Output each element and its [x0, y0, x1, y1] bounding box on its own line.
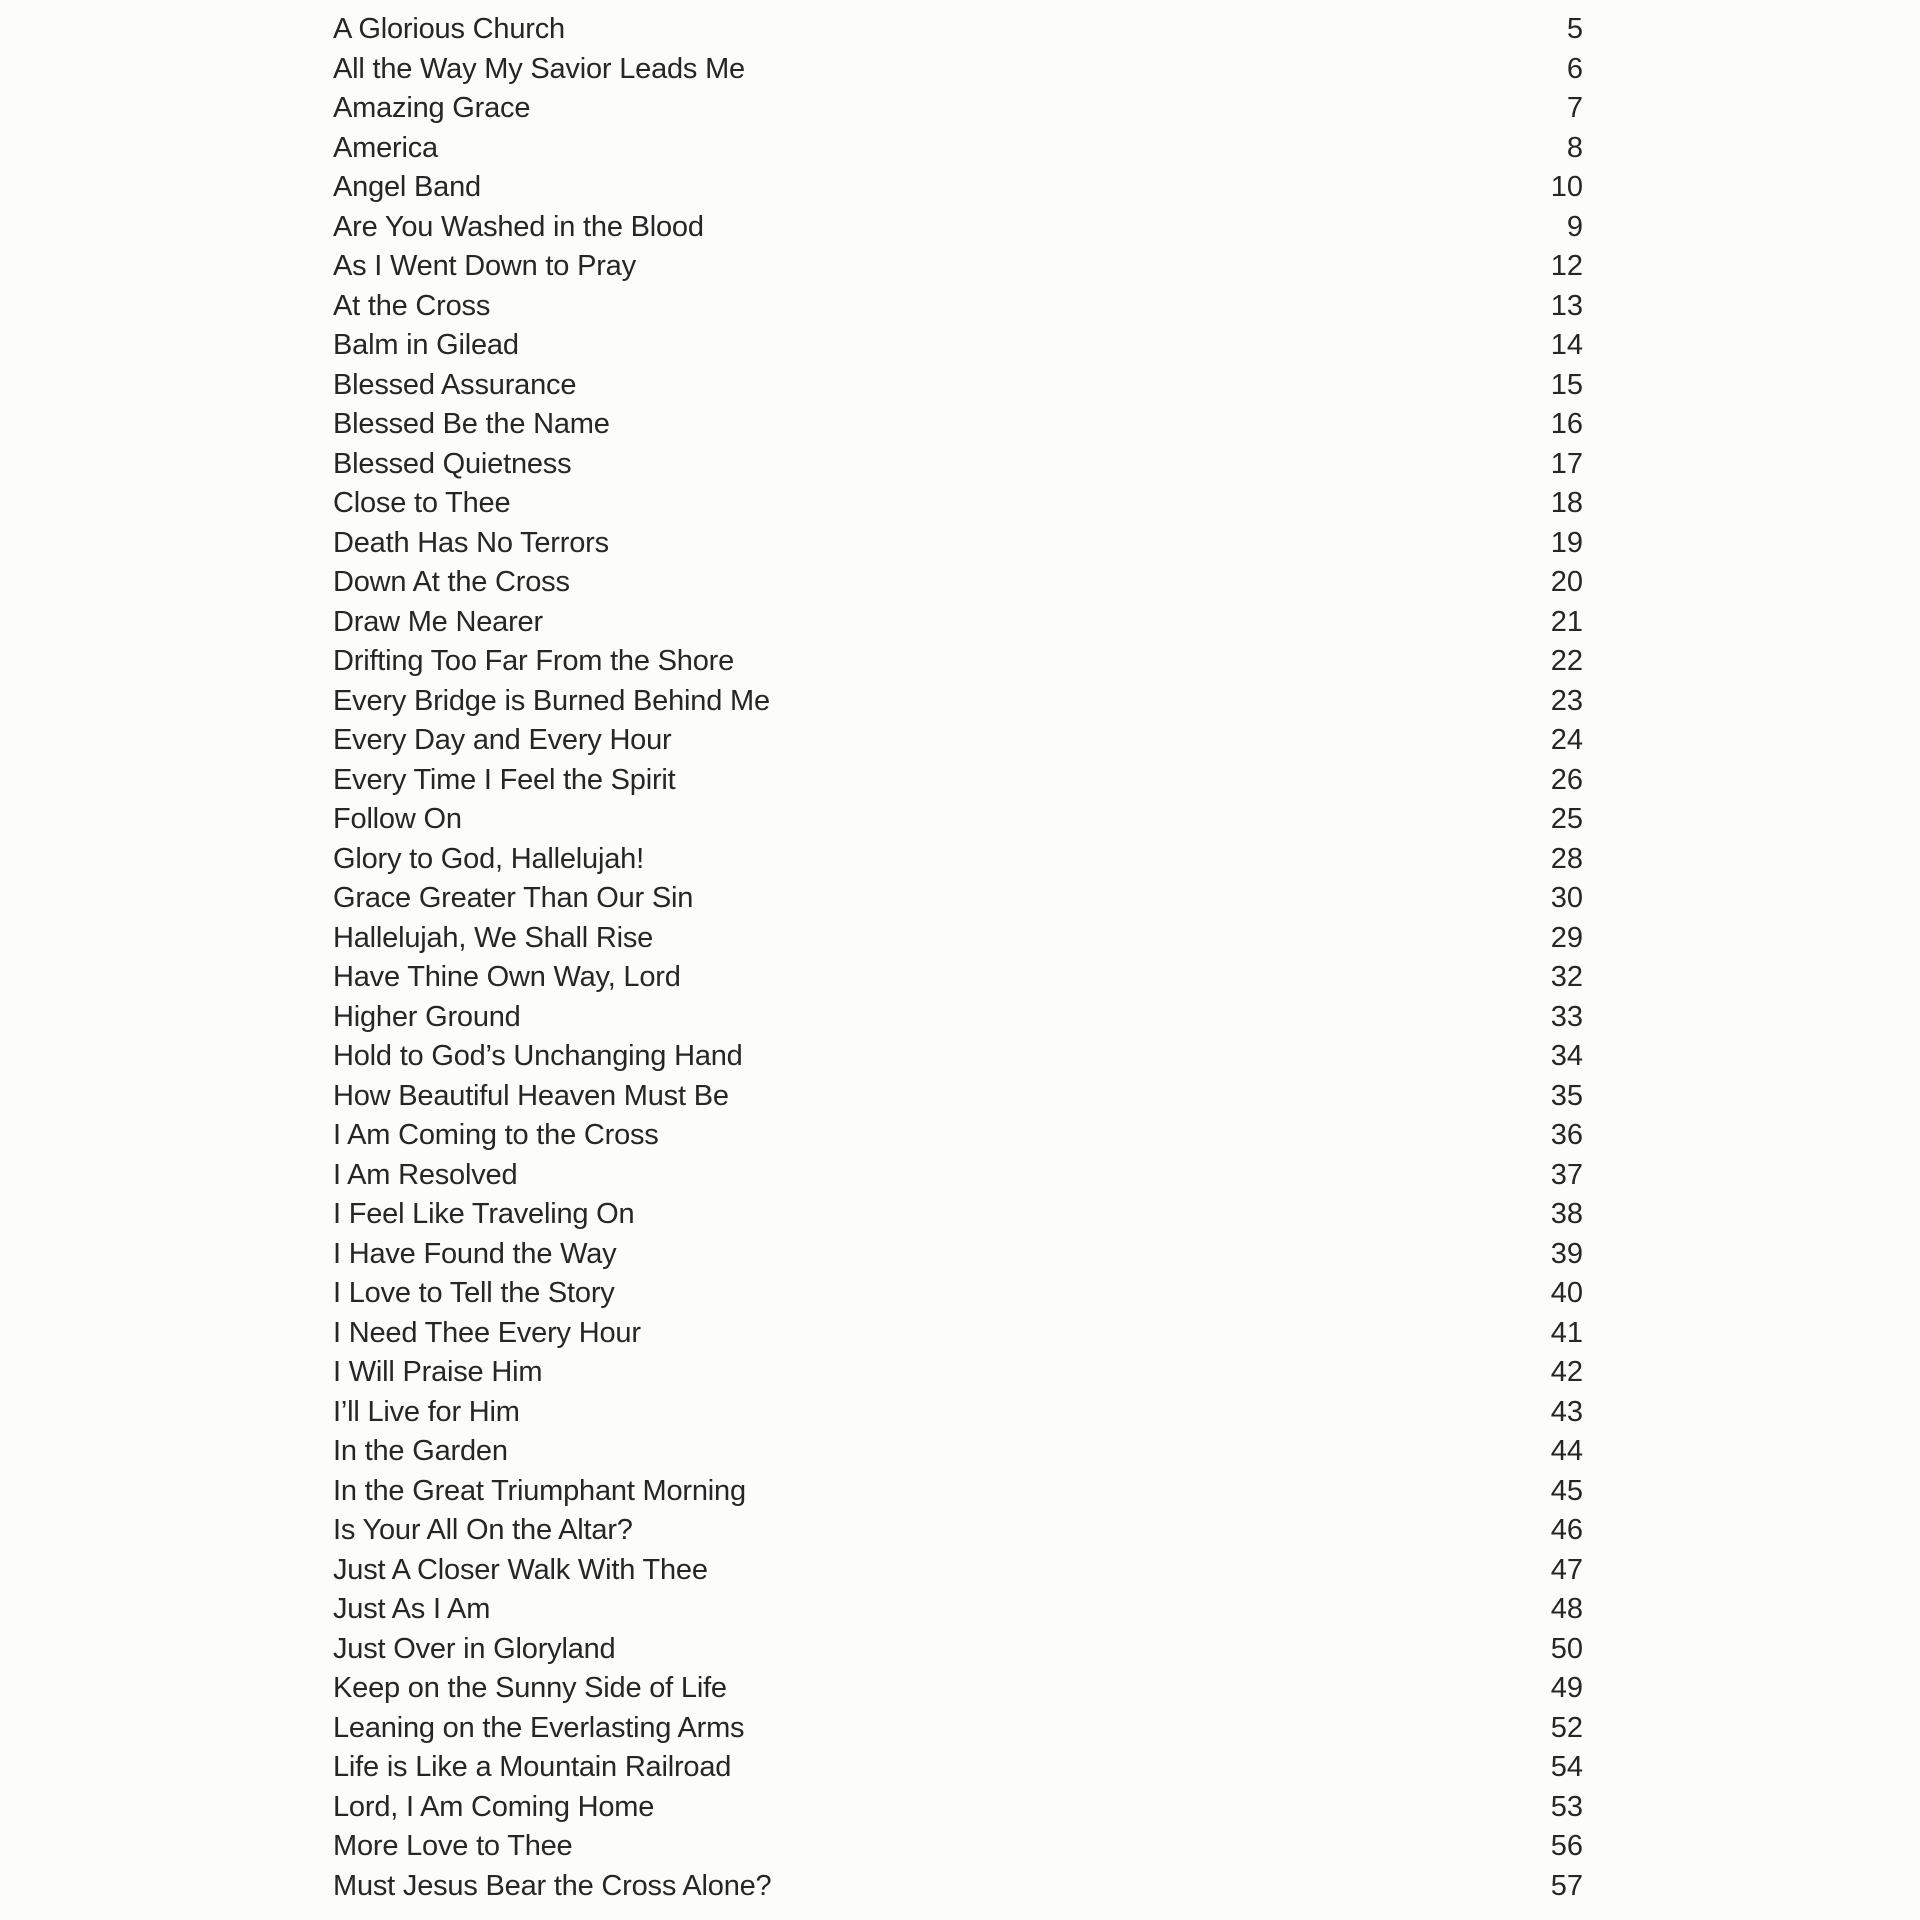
toc-entry-title: I Will Praise Him	[333, 1356, 543, 1388]
toc-row	[333, 366, 1583, 406]
toc-entry-page: 52	[1550, 1711, 1583, 1744]
toc-entry-page: 57	[1550, 1869, 1583, 1902]
toc-entry-title: I Love to Tell the Story	[333, 1277, 615, 1309]
toc-entry-page: 10	[1550, 171, 1583, 203]
toc-entry-title: Drifting Too Far From the Shore	[333, 645, 735, 677]
toc-row	[333, 642, 1583, 682]
toc-entry-title: Keep on the Sunny Side of Life	[333, 1672, 727, 1704]
toc-row	[333, 484, 1583, 524]
toc-entry-title: Life is Like a Mountain Railroad	[333, 1751, 732, 1783]
toc-entry-page: 41	[1550, 1316, 1583, 1349]
toc-row	[333, 1472, 1583, 1512]
toc-entry-title: In the Garden	[333, 1435, 508, 1467]
toc-list	[333, 10, 1583, 1906]
toc-entry-title: Down At the Cross	[333, 566, 570, 598]
toc-entry-title: Close to Thee	[333, 487, 511, 519]
toc-entry-title: Are You Washed in the Blood	[333, 210, 704, 243]
toc-entry-page: 25	[1550, 803, 1583, 835]
toc-entry-title: Have Thine Own Way, Lord	[333, 961, 681, 993]
toc-entry-title: Follow On	[333, 803, 462, 835]
toc-row	[333, 89, 1583, 129]
toc-entry-page: 38	[1550, 1198, 1583, 1230]
toc-entry-title: Draw Me Nearer	[333, 605, 543, 638]
toc-entry-page: 50	[1550, 1632, 1583, 1665]
toc-row	[333, 1077, 1583, 1117]
toc-row	[333, 1511, 1583, 1551]
toc-entry-title: Just Over in Gloryland	[333, 1632, 616, 1665]
toc-entry-page: 40	[1550, 1277, 1583, 1309]
toc-row	[333, 10, 1583, 50]
toc-entry-page: 23	[1550, 684, 1583, 717]
toc-row	[333, 721, 1583, 761]
toc-entry-title: A Glorious Church	[333, 13, 565, 45]
toc-row	[333, 879, 1583, 919]
toc-row	[333, 1353, 1583, 1393]
toc-row	[333, 50, 1583, 90]
toc-entry-page: 15	[1550, 368, 1583, 401]
toc-entry-page: 46	[1550, 1514, 1583, 1546]
toc-entry-page: 30	[1550, 882, 1583, 914]
toc-row	[333, 840, 1583, 880]
toc-entry-title: In the Great Triumphant Morning	[333, 1474, 746, 1507]
toc-row	[333, 208, 1583, 248]
toc-row	[333, 958, 1583, 998]
toc-entry-title: How Beautiful Heaven Must Be	[333, 1079, 729, 1112]
toc-row	[333, 1274, 1583, 1314]
toc-row	[333, 405, 1583, 445]
toc-entry-title: Blessed Be the Name	[333, 408, 610, 440]
toc-row	[333, 445, 1583, 485]
toc-entry-page: 14	[1550, 329, 1583, 361]
toc-entry-title: Every Bridge is Burned Behind Me	[333, 684, 770, 717]
toc-row	[333, 1156, 1583, 1196]
toc-entry-page: 24	[1550, 724, 1583, 756]
toc-entry-page: 37	[1550, 1158, 1583, 1191]
toc-entry-title: Just As I Am	[333, 1593, 491, 1625]
toc-entry-title: More Love to Thee	[333, 1830, 573, 1862]
toc-entry-page: 54	[1550, 1751, 1583, 1783]
toc-entry-page: 47	[1550, 1553, 1583, 1586]
toc-entry-title: Every Day and Every Hour	[333, 724, 672, 756]
toc-entry-title: All the Way My Savior Leads Me	[333, 52, 745, 85]
toc-entry-page: 39	[1550, 1237, 1583, 1270]
toc-entry-title: Hallelujah, We Shall Rise	[333, 921, 654, 954]
toc-entry-page: 49	[1550, 1672, 1583, 1704]
toc-row	[333, 247, 1583, 287]
toc-row	[333, 1630, 1583, 1670]
toc-entry-page: 56	[1550, 1830, 1583, 1862]
toc-entry-page: 32	[1550, 961, 1583, 993]
toc-row	[333, 1116, 1583, 1156]
toc-entry-page: 42	[1550, 1356, 1583, 1388]
toc-entry-page: 16	[1550, 408, 1583, 440]
toc-row	[333, 168, 1583, 208]
toc-row	[333, 1432, 1583, 1472]
toc-entry-page: 53	[1550, 1790, 1583, 1823]
toc-entry-page: 44	[1550, 1435, 1583, 1467]
toc-row	[333, 1590, 1583, 1630]
toc-entry-title: Blessed Assurance	[333, 368, 577, 401]
toc-entry-page: 33	[1550, 1000, 1583, 1033]
toc-entry-page: 29	[1550, 921, 1583, 954]
toc-entry-title: I’ll Live for Him	[333, 1395, 520, 1428]
toc-row	[333, 563, 1583, 603]
toc-entry-page: 9	[1566, 210, 1583, 243]
toc-entry-page: 18	[1550, 487, 1583, 519]
toc-entry-page: 21	[1550, 605, 1583, 638]
toc-entry-title: I Have Found the Way	[333, 1237, 617, 1270]
toc-row	[333, 800, 1583, 840]
toc-entry-page: 34	[1550, 1040, 1583, 1072]
toc-row	[333, 603, 1583, 643]
toc-row	[333, 1235, 1583, 1275]
toc-row	[333, 1195, 1583, 1235]
toc-row	[333, 998, 1583, 1038]
toc-entry-page: 36	[1550, 1119, 1583, 1151]
toc-row	[333, 1551, 1583, 1591]
toc-entry-page: 43	[1550, 1395, 1583, 1428]
toc-entry-page: 35	[1550, 1079, 1583, 1112]
toc-row	[333, 1748, 1583, 1788]
toc-row	[333, 1788, 1583, 1828]
toc-entry-title: Hold to God’s Unchanging Hand	[333, 1040, 743, 1072]
toc-row	[333, 1709, 1583, 1749]
toc-entry-page: 12	[1550, 250, 1583, 282]
toc-row	[333, 326, 1583, 366]
toc-row	[333, 1669, 1583, 1709]
toc-entry-page: 19	[1550, 526, 1583, 559]
toc-entry-title: Glory to God, Hallelujah!	[333, 842, 644, 875]
toc-entry-title: At the Cross	[333, 289, 491, 322]
toc-row	[333, 682, 1583, 722]
toc-row	[333, 524, 1583, 564]
toc-entry-title: Just A Closer Walk With Thee	[333, 1553, 708, 1586]
toc-entry-page: 48	[1550, 1593, 1583, 1625]
toc-row	[333, 129, 1583, 169]
toc-entry-title: I Am Coming to the Cross	[333, 1119, 659, 1151]
toc-entry-title: Blessed Quietness	[333, 447, 572, 480]
toc-row	[333, 1314, 1583, 1354]
toc-entry-title: Higher Ground	[333, 1000, 521, 1033]
toc-row	[333, 761, 1583, 801]
toc-entry-page: 20	[1550, 566, 1583, 598]
toc-entry-title: I Am Resolved	[333, 1158, 518, 1191]
toc-entry-title: Every Time I Feel the Spirit	[333, 763, 676, 796]
toc-entry-page: 26	[1550, 763, 1583, 796]
toc-entry-page: 17	[1550, 447, 1583, 480]
toc-entry-title: Amazing Grace	[333, 92, 531, 124]
toc-row	[333, 287, 1583, 327]
toc-row	[333, 1867, 1583, 1907]
toc-entry-title: As I Went Down to Pray	[333, 250, 636, 282]
toc-row	[333, 1393, 1583, 1433]
toc-row	[333, 919, 1583, 959]
toc-entry-title: Lord, I Am Coming Home	[333, 1790, 655, 1823]
toc-entry-title: Angel Band	[333, 171, 481, 203]
toc-entry-title: Balm in Gilead	[333, 329, 519, 361]
toc-entry-page: 7	[1566, 92, 1583, 124]
toc-entry-page: 22	[1550, 645, 1583, 677]
toc-entry-page: 5	[1566, 13, 1583, 45]
toc-entry-title: Grace Greater Than Our Sin	[333, 882, 694, 914]
toc-entry-title: America	[333, 131, 438, 164]
toc-row	[333, 1037, 1583, 1077]
toc-entry-title: I Need Thee Every Hour	[333, 1316, 641, 1349]
toc-entry-title: I Feel Like Traveling On	[333, 1198, 635, 1230]
toc-entry-title: Leaning on the Everlasting Arms	[333, 1711, 745, 1744]
toc-entry-page: 13	[1550, 289, 1583, 322]
toc-entry-page: 8	[1566, 131, 1583, 164]
toc-entry-page: 45	[1550, 1474, 1583, 1507]
toc-row	[333, 1827, 1583, 1867]
toc-entry-page: 28	[1550, 842, 1583, 875]
toc-entry-title: Must Jesus Bear the Cross Alone?	[333, 1869, 772, 1902]
toc-entry-title: Is Your All On the Altar?	[333, 1514, 633, 1546]
toc-entry-title: Death Has No Terrors	[333, 526, 609, 559]
toc-entry-page: 6	[1566, 52, 1583, 85]
